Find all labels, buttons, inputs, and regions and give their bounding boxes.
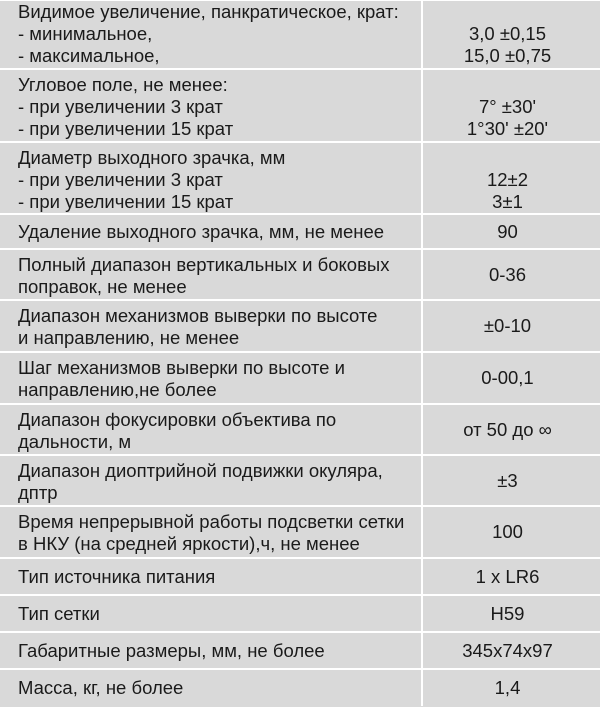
label-line: поправок, не менее <box>18 276 187 297</box>
table-row <box>0 405 600 456</box>
row-value <box>423 301 600 351</box>
label-line: Диапазон механизмов выверки по высоте <box>18 305 378 326</box>
row-label <box>0 70 423 141</box>
table-row <box>0 250 600 301</box>
value-line: 0-00,1 <box>481 367 534 388</box>
row-label <box>0 353 423 403</box>
table-row <box>0 670 600 706</box>
label-line: Тип источника питания <box>18 566 216 587</box>
label-line: и направлению, не менее <box>18 327 240 348</box>
row-label <box>0 456 423 505</box>
value-line: Н59 <box>490 602 525 624</box>
value-line: ±0-10 <box>483 315 532 336</box>
row-label <box>0 670 423 706</box>
label-line: дптр <box>18 482 58 503</box>
label-line: Угловое поле, не менее: <box>18 74 228 95</box>
row-value <box>423 456 600 505</box>
row-label <box>0 143 423 213</box>
label-line: - максимальное, <box>18 45 160 66</box>
label-line: - при увеличении 3 крат <box>18 169 223 190</box>
table-row <box>0 596 600 633</box>
table-row <box>0 456 600 507</box>
row-label <box>0 301 423 351</box>
label-line: - при увеличении 3 крат <box>18 96 223 117</box>
table-row <box>0 70 600 143</box>
table-row <box>0 633 600 670</box>
value-line: 1,4 <box>494 677 521 698</box>
value-line: от 50 до ∞ <box>463 418 552 440</box>
row-value <box>423 70 600 141</box>
label-line: Полный диапазон вертикальных и боковых <box>18 254 390 275</box>
label-line: Видимое увеличение, панкратическое, крат: <box>18 1 399 22</box>
table-row <box>0 353 600 405</box>
row-label <box>0 507 423 557</box>
label-line: Время непрерывной работы подсветки сетки <box>18 511 405 532</box>
row-value <box>423 143 600 213</box>
row-value <box>423 596 600 631</box>
row-value <box>423 670 600 706</box>
label-line: - при увеличении 15 крат <box>18 118 234 139</box>
label-line: Диапазон диоптрийной подвижки окуляра, <box>18 460 383 481</box>
row-label <box>0 596 423 631</box>
row-value <box>423 250 600 299</box>
value-line: 100 <box>492 521 523 542</box>
table-row <box>0 301 600 353</box>
row-value <box>423 215 600 248</box>
row-label <box>0 1 423 68</box>
label-line: направлению,не более <box>18 379 217 400</box>
row-value <box>423 507 600 557</box>
label-line: Диапазон фокусировки объектива по <box>18 409 337 430</box>
label-line: Масса, кг, не более <box>18 677 184 698</box>
value-line: 3,0 ±0,15 <box>468 23 547 44</box>
label-line: в НКУ (на средней яркости),ч, не менее <box>18 533 360 554</box>
row-value <box>423 633 600 668</box>
label-line: Диаметр выходного зрачка, мм <box>18 147 286 168</box>
label-line: Шаг механизмов выверки по высоте и <box>18 357 345 378</box>
row-value <box>423 405 600 454</box>
label-line: - при увеличении 15 крат <box>18 191 234 212</box>
value-line: 90 <box>497 220 518 242</box>
table-row <box>0 1 600 70</box>
row-value <box>423 1 600 68</box>
value-line: 12±2 <box>486 169 529 190</box>
table-row <box>0 559 600 596</box>
row-label <box>0 405 423 454</box>
value-line: 345х74х97 <box>462 639 553 661</box>
row-label <box>0 633 423 668</box>
row-value <box>423 353 600 403</box>
value-line: 3±1 <box>492 191 523 212</box>
label-line: Тип сетки <box>18 603 100 624</box>
value-line: 15,0 ±0,75 <box>463 45 552 66</box>
value-line: 1°30' ±20' <box>466 118 549 139</box>
value-line: ±3 <box>497 469 518 491</box>
row-label <box>0 250 423 299</box>
label-line: дальности, м <box>18 431 132 452</box>
label-line: Удаление выходного зрачка, мм, не менее <box>18 221 385 242</box>
label-line: Габаритные размеры, мм, не более <box>18 640 325 661</box>
value-line: 7° ±30' <box>478 96 537 117</box>
table-row <box>0 507 600 559</box>
row-value <box>423 559 600 594</box>
table-row <box>0 215 600 250</box>
row-label <box>0 215 423 248</box>
value-line: 0-36 <box>488 263 527 285</box>
table-row <box>0 143 600 215</box>
label-line: - минимальное, <box>18 23 153 44</box>
row-label <box>0 559 423 594</box>
value-line: 1 х LR6 <box>475 565 540 587</box>
